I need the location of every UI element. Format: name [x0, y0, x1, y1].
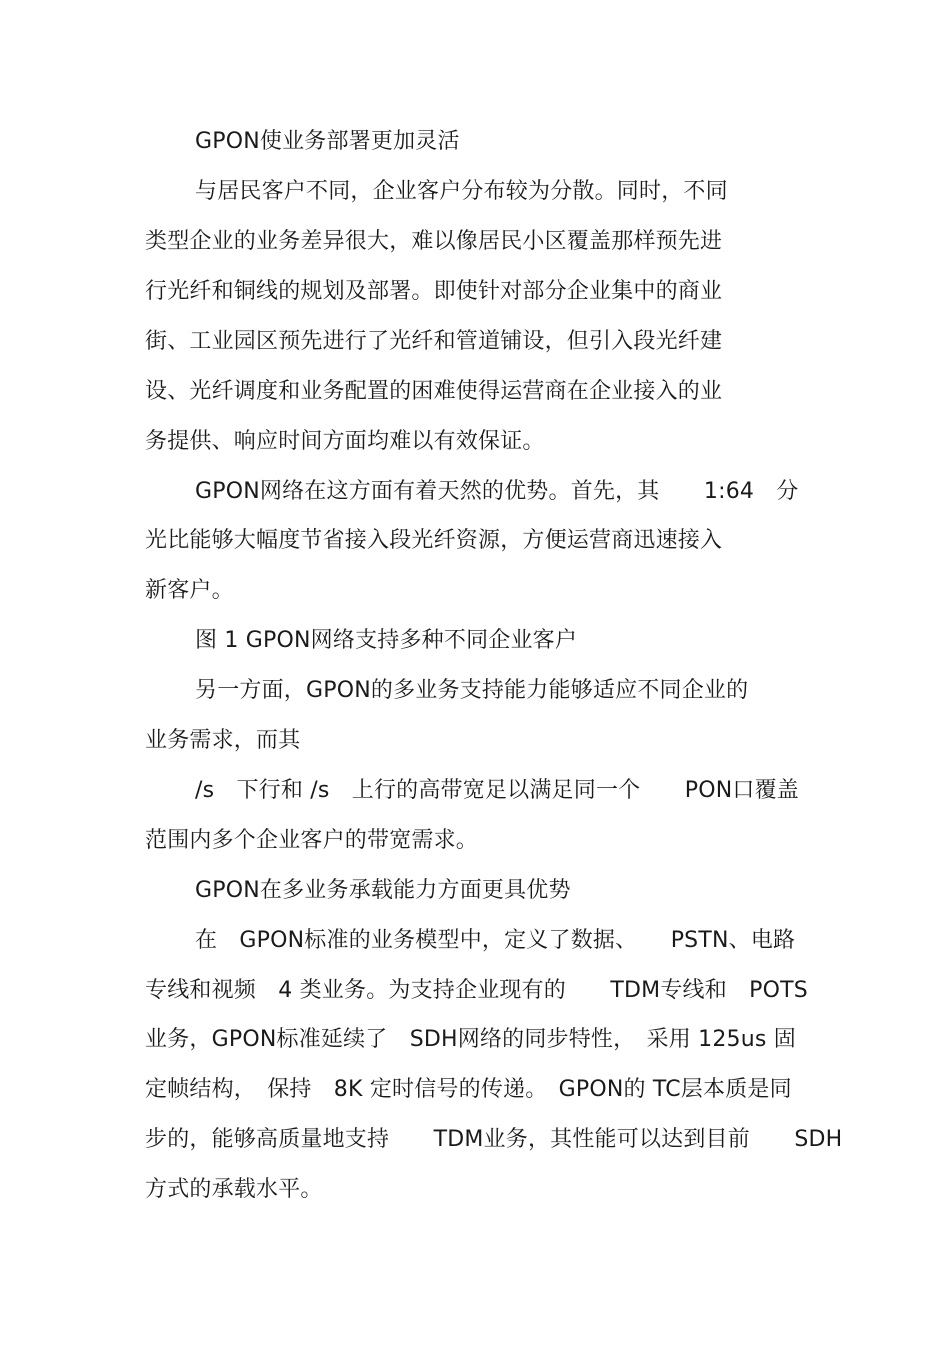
- paragraph-line: 业务，GPON标准延续了 SDH网络的同步特性， 采用 125us 固: [145, 1027, 796, 1052]
- figure-caption: 图 1 GPON网络支持多种不同企业客户: [195, 628, 578, 653]
- paragraph-line: GPON网络在这方面有着天然的优势。首先，其 1:64 分: [195, 479, 799, 504]
- paragraph-line: 行光纤和铜线的规划及部署。即使针对部分企业集中的商业: [145, 279, 723, 304]
- paragraph-line: 方式的承载水平。: [145, 1177, 323, 1202]
- heading-gpon-multiservice: GPON在多业务承载能力方面更具优势: [195, 878, 571, 903]
- paragraph-line: /s 下行和 /s 上行的高带宽足以满足同一个 PON口覆盖: [195, 778, 799, 803]
- paragraph-line: 类型企业的业务差异很大，难以像居民小区覆盖那样预先进: [145, 229, 723, 254]
- paragraph-line: 街、工业园区预先进行了光纤和管道铺设，但引入段光纤建: [145, 329, 723, 354]
- paragraph-line: 专线和视频 4 类业务。为支持企业现有的 TDM专线和 POTS: [145, 978, 808, 1003]
- paragraph-line: 定帧结构， 保持 8K 定时信号的传递。 GPON的 TC层本质是同: [145, 1077, 792, 1102]
- paragraph-line: 新客户。: [145, 578, 234, 603]
- heading-gpon-flexible-deployment: GPON使业务部署更加灵活: [195, 129, 460, 154]
- paragraph-line: 在 GPON标准的业务模型中，定义了数据、 PSTN、电路: [195, 928, 796, 953]
- paragraph-line: 务提供、响应时间方面均难以有效保证。: [145, 429, 545, 454]
- paragraph-line: 业务需求，而其: [145, 728, 301, 753]
- paragraph-line: 设、光纤调度和业务配置的困难使得运营商在企业接入的业: [145, 379, 723, 404]
- paragraph-line: 步的，能够高质量地支持 TDM业务，其性能可以达到目前 SDH: [145, 1127, 843, 1152]
- paragraph-line: 另一方面，GPON的多业务支持能力能够适应不同企业的: [195, 678, 749, 703]
- paragraph-line: 与居民客户不同，企业客户分布较为分散。同时，不同: [195, 179, 728, 204]
- paragraph-line: 范围内多个企业客户的带宽需求。: [145, 828, 479, 853]
- paragraph-line: 光比能够大幅度节省接入段光纤资源，方便运营商迅速接入: [145, 528, 723, 553]
